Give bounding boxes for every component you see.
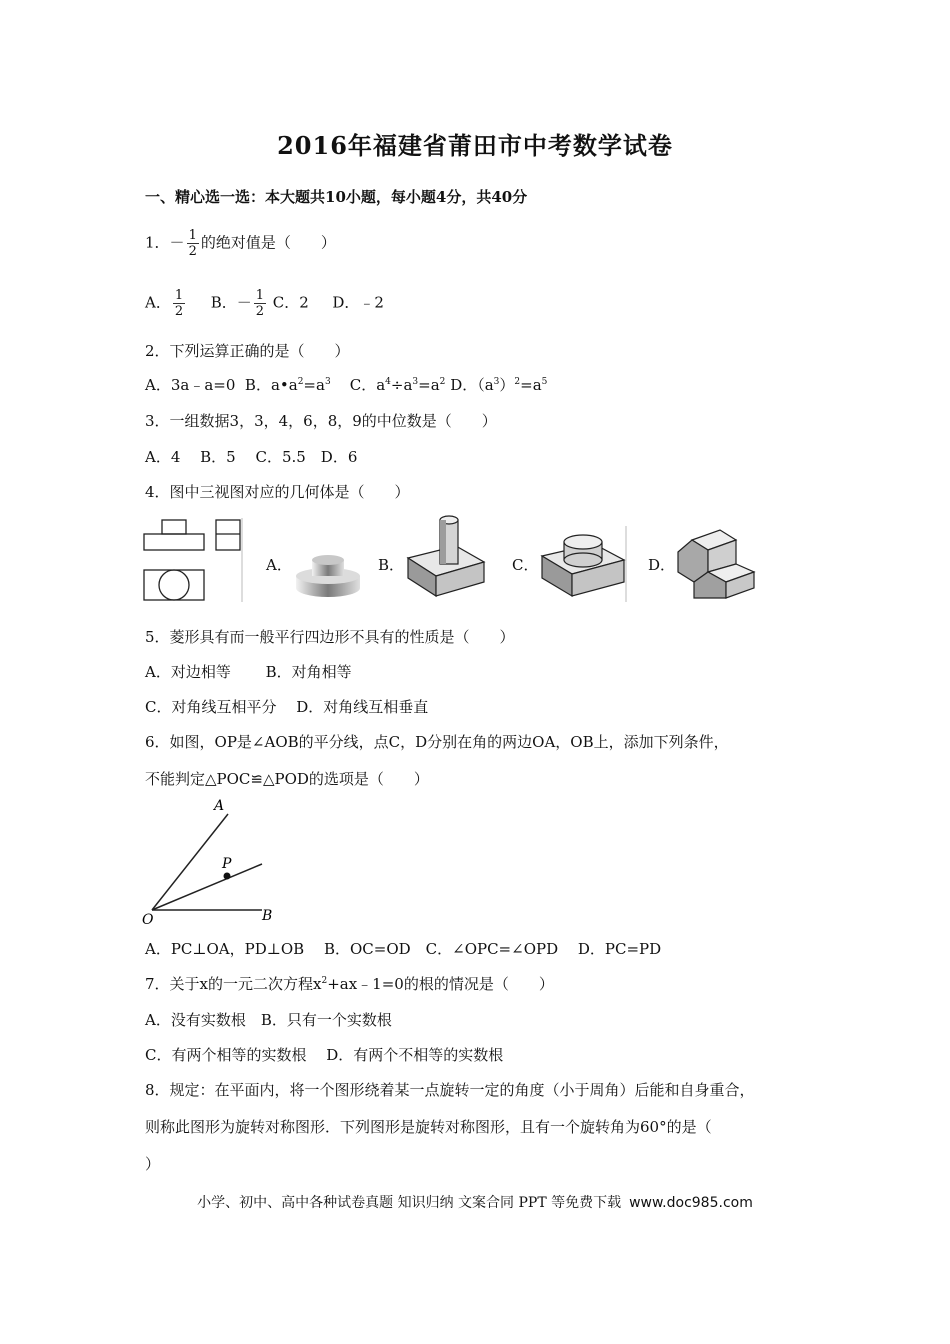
q4-option-b-solid [404, 512, 488, 602]
q2-option-c: C．$a^4\div a^3=a^2$ [349, 376, 446, 394]
top-view-circle [159, 570, 189, 600]
q4-option-c-solid [538, 524, 628, 604]
q5-options-line-2: C．对角线互相平分 D．对角线互相垂直 [145, 698, 429, 716]
point-p [224, 873, 231, 880]
q4-option-b-label: B． [378, 556, 405, 574]
question-2: 2．下列运算正确的是（ ） [145, 342, 350, 360]
q1-number: 1． [145, 233, 170, 252]
q7-options-line-2: C．有两个相等的实数根 D．有两个不相等的实数根 [145, 1046, 504, 1064]
q1-option-a-label: A． [145, 293, 171, 312]
q2-options [145, 374, 547, 395]
section-heading: 一、精心选一选：本大题共10小题，每小题4分，共40分 [145, 188, 528, 206]
question-8-line-2: 则称此图形为旋转对称图形．下列图形是旋转对称图形，且有一个旋转角为60°的是（ [145, 1118, 712, 1136]
page-title: 2016年福建省莆田市中考数学试卷 [277, 131, 673, 160]
question-5: 5．菱形具有而一般平行四边形不具有的性质是（ ） [145, 628, 515, 646]
front-view-top [162, 520, 186, 534]
q4-option-a-solid [292, 548, 364, 600]
top-view [144, 570, 204, 600]
q1-stem: 的绝对值是（ ） [200, 233, 336, 252]
q1-fraction: $\frac{1}{2}$ [188, 228, 197, 259]
q6-options: A．PC⊥OA，PD⊥OB B．OC=OD C．∠OPC=∠OPD D．PC=PD [145, 940, 662, 958]
q2-option-a: A．3a﹣a=0 [145, 376, 236, 394]
question-4: 4．图中三视图对应的几何体是（ ） [145, 483, 410, 501]
q1-sign: － [169, 233, 185, 252]
q1-option-d: D．﹣2 [332, 293, 384, 312]
q1-option-b-sign: － [236, 293, 252, 312]
page-footer [0, 1192, 950, 1212]
q1-option-c: C．2 [272, 293, 309, 312]
q4-option-c-label: C． [512, 556, 539, 574]
q1-option-a-fraction: $\frac{1}{2}$ [174, 288, 184, 319]
question-3: 3．一组数据3，3，4，6，8，9的中位数是（ ） [145, 412, 497, 430]
three-views-figure [142, 518, 252, 604]
q4-option-a-label: A． [266, 556, 292, 574]
ray-oa [152, 814, 228, 910]
q5-options-line-1: A．对边相等 B．对角相等 [145, 663, 352, 681]
q1-option-b-label: B． [210, 293, 237, 312]
q1-option-b-fraction: $\frac{1}{2}$ [255, 288, 265, 319]
label-p: P [222, 856, 232, 872]
question-6-line-1: 6．如图，OP是∠AOB的平分线，点C，D分别在角的两边OA，OB上，添加下列条件， [145, 733, 729, 751]
q4-option-d-solid [674, 524, 758, 604]
q1-options [145, 288, 384, 319]
question-1 [145, 228, 336, 259]
q4-option-d-label: D． [648, 556, 676, 574]
question-8-line-1: 8．规定：在平面内，将一个图形绕着某一点旋转一定的角度（小于周角）后能和自身重合， [145, 1081, 755, 1099]
front-view-base [144, 534, 204, 550]
q2-option-b: B．$a•a^2=a^3$ [244, 376, 331, 394]
footer-site-link[interactable]: www.doc985.com [629, 1195, 753, 1211]
q2-option-d: D．$(a^3)^2=a^5$ [450, 376, 548, 394]
label-a: A [214, 798, 225, 814]
question-7: 7．关于x的一元二次方程$x^2+ax﹣1=0$的根的情况是（ ） [145, 975, 554, 993]
side-view [216, 520, 240, 550]
footer-text: 小学、初中、高中各种试卷真题 知识归纳 文案合同 PPT 等免费下载 [197, 1195, 622, 1211]
angle-bisector-figure [140, 794, 290, 928]
q3-options: A．4 B．5 C．5.5 D．6 [145, 448, 358, 466]
label-b: B [262, 908, 273, 924]
label-o: O [142, 912, 154, 928]
q7-options-line-1: A．没有实数根 B．只有一个实数根 [145, 1011, 392, 1029]
ray-op [152, 864, 262, 910]
question-8-line-3: ） [145, 1155, 161, 1173]
question-6-line-2: 不能判定△POC≌△POD的选项是（ ） [145, 770, 429, 788]
